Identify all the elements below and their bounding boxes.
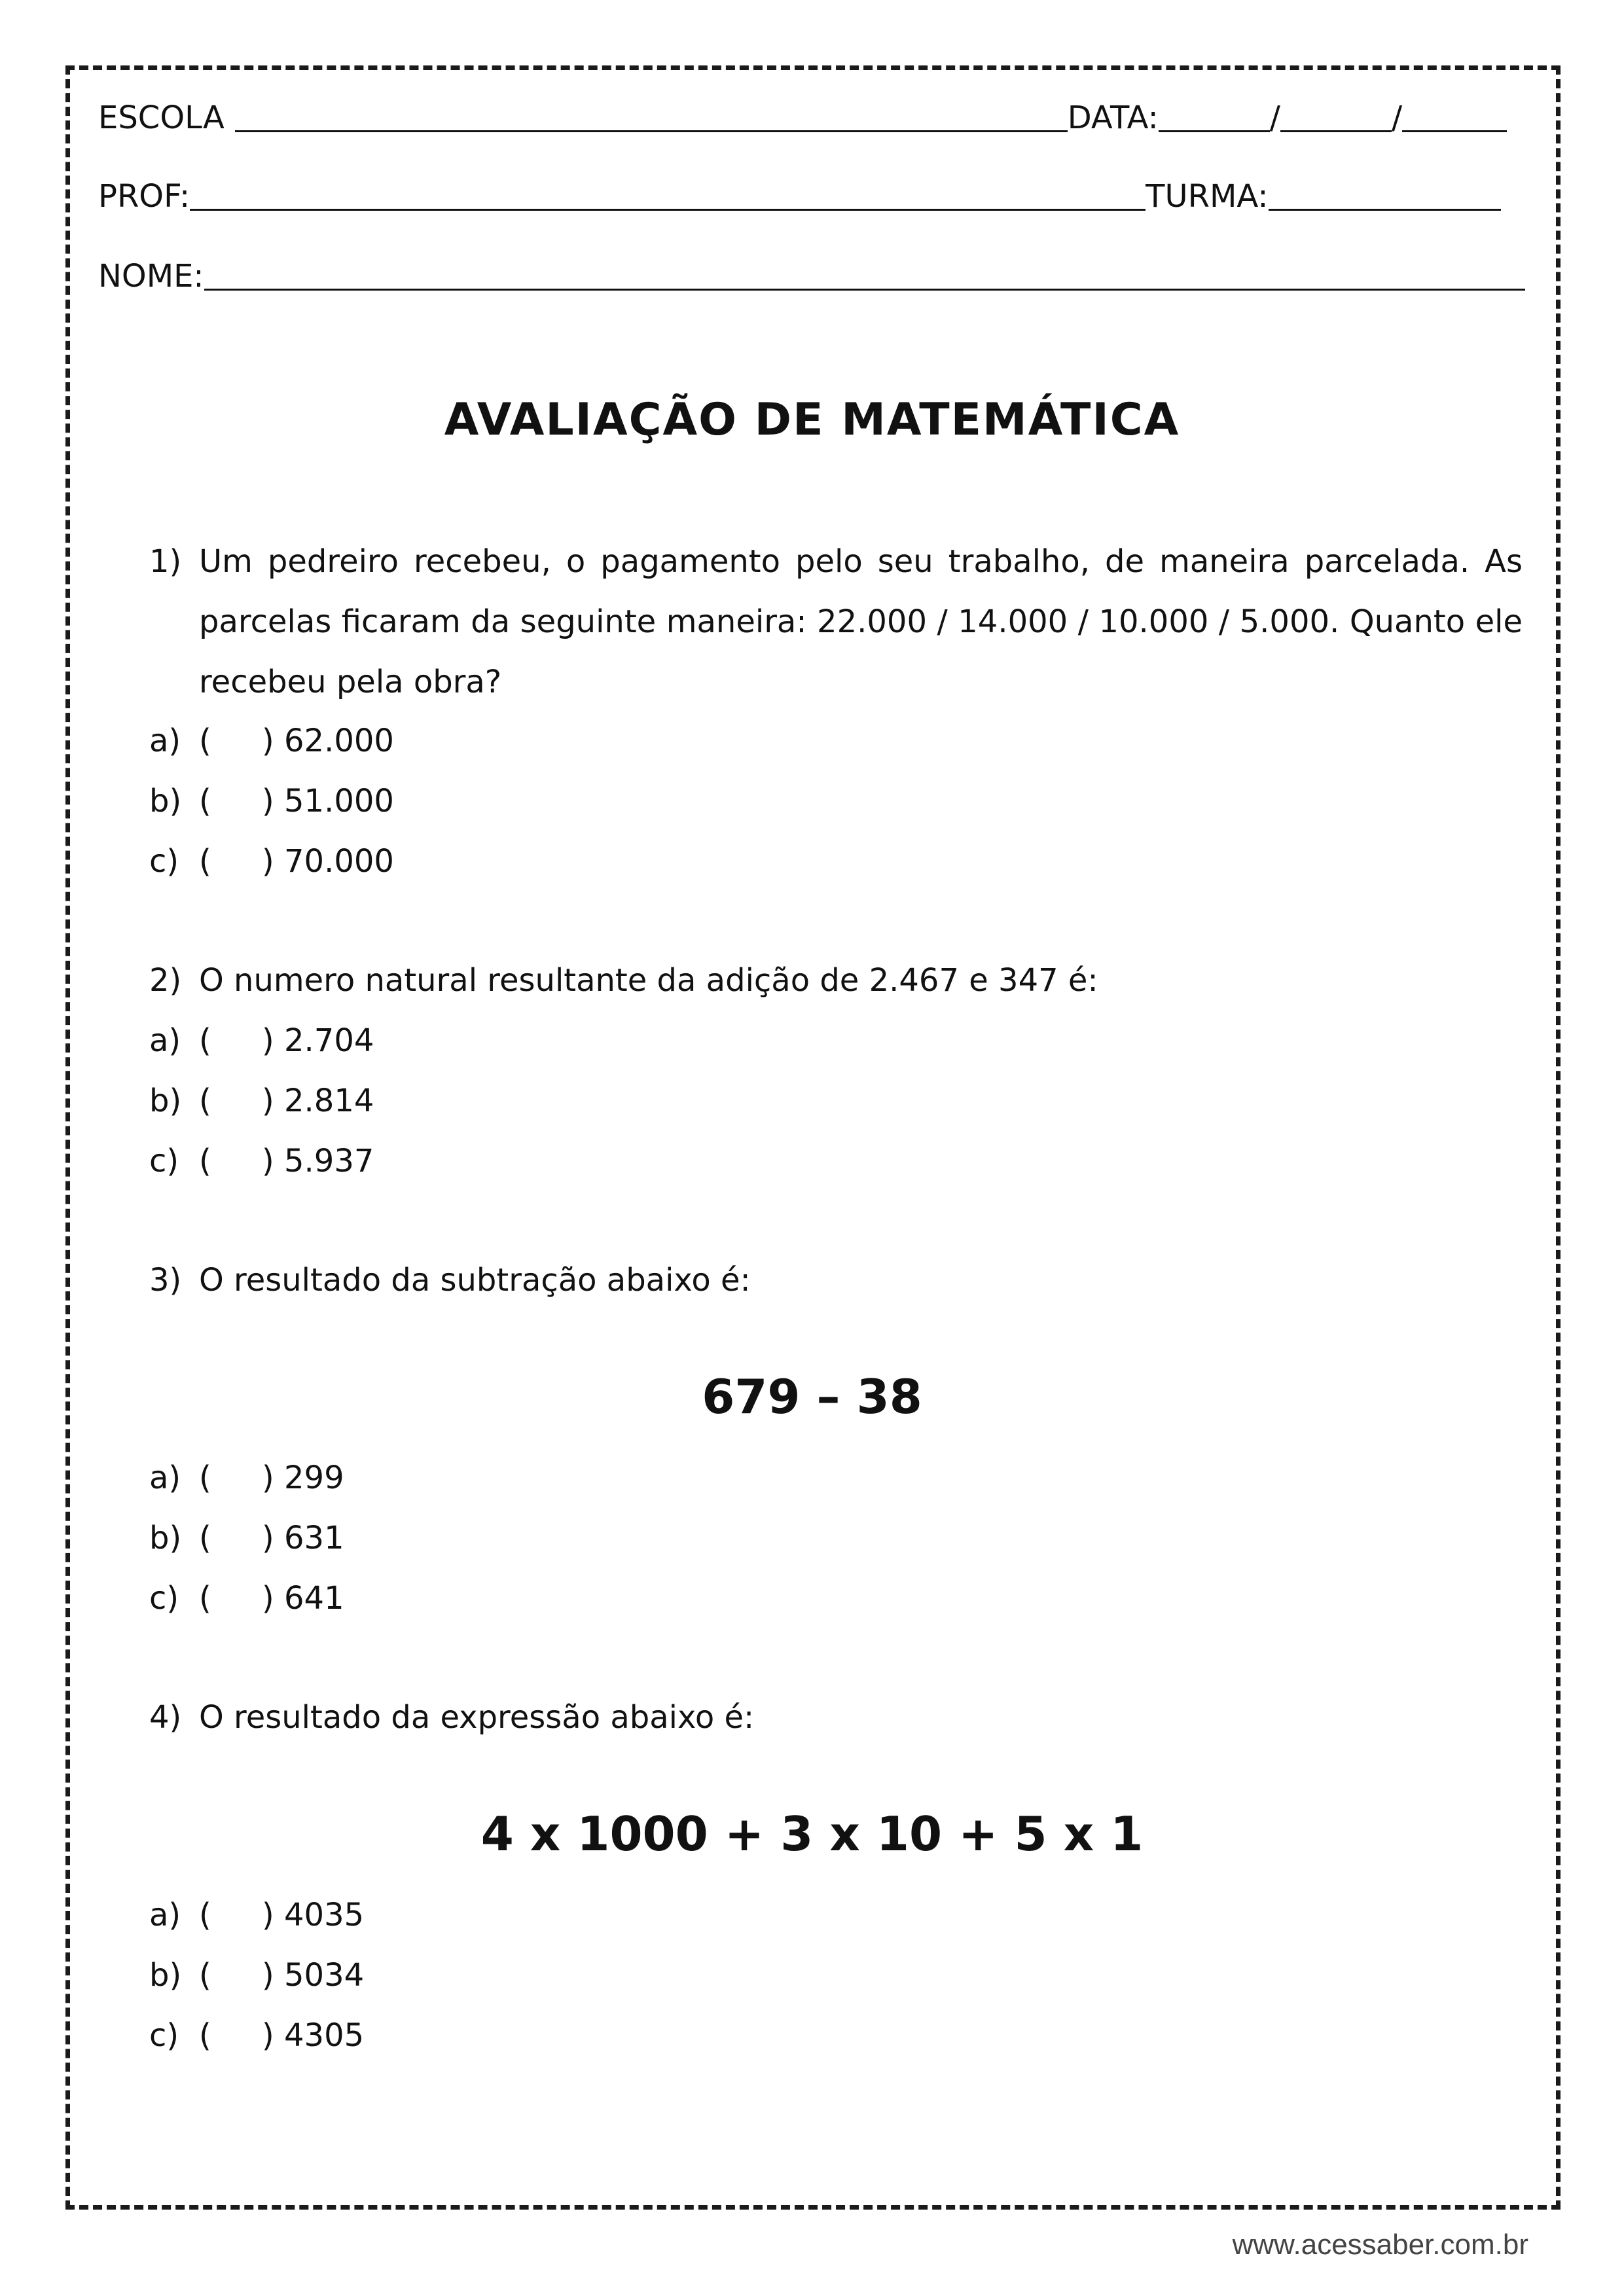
option-row[interactable]	[149, 2005, 364, 2066]
header-line-nome	[98, 257, 1525, 296]
option-value: 5034	[284, 1957, 365, 1994]
option-letter: b)	[149, 1083, 182, 1119]
option-value: 2.814	[284, 1083, 374, 1119]
option-letter: c)	[149, 1143, 179, 1179]
date-separator: /	[1391, 99, 1403, 136]
option-row[interactable]	[149, 771, 394, 831]
date-year-field[interactable]	[1402, 100, 1507, 132]
option-value: 62.000	[284, 723, 394, 759]
option-letter: b)	[149, 1957, 182, 1994]
option-checkbox-open[interactable]: (	[199, 1897, 211, 1933]
question-number: 3)	[149, 1262, 182, 1299]
question-text: O numero natural resultante da adição de 2.467 e 347 é:	[199, 962, 1098, 999]
option-checkbox-open[interactable]: (	[199, 843, 211, 880]
option-checkbox-close: )	[262, 1520, 274, 1556]
option-checkbox-close: )	[262, 1580, 274, 1617]
option-value: 299	[284, 1460, 344, 1496]
question-text: O resultado da subtração abaixo é:	[199, 1262, 751, 1299]
question-text: O resultado da expressão abaixo é:	[199, 1699, 755, 1736]
option-row[interactable]	[149, 1011, 374, 1071]
math-expression: 679 – 38	[702, 1369, 922, 1424]
date-separator: /	[1269, 99, 1280, 136]
option-checkbox-open[interactable]: (	[199, 1460, 211, 1496]
header-line-escola	[98, 98, 1525, 137]
option-checkbox-close: )	[262, 2017, 274, 2054]
option-row[interactable]	[149, 711, 394, 771]
option-checkbox-close: )	[262, 1897, 274, 1933]
option-row[interactable]	[149, 1508, 344, 1568]
option-value: 631	[284, 1520, 344, 1556]
prof-label: PROF:	[98, 178, 190, 215]
option-checkbox-close: )	[262, 1460, 274, 1496]
option-value: 641	[284, 1580, 344, 1617]
option-checkbox-open[interactable]: (	[199, 723, 211, 759]
question-text: Um pedreiro recebeu, o pagamento pelo seu trabalho, de maneira parcelada. As parcelas ficaram da seguinte maneira: 22.000 / 14.000 / 10.000 / 5.000. Quanto ele recebeu pela obra?	[199, 543, 1523, 700]
option-checkbox-open[interactable]: (	[199, 783, 211, 819]
option-letter: c)	[149, 2017, 179, 2054]
prof-field[interactable]	[190, 179, 1146, 211]
question-3	[149, 1250, 1524, 1310]
footer-url[interactable]: www.acessaber.com.br	[1232, 2229, 1528, 2261]
option-row[interactable]	[149, 1131, 374, 1191]
math-expression: 4 x 1000 + 3 x 10 + 5 x 1	[480, 1806, 1144, 1861]
option-checkbox-open[interactable]: (	[199, 1022, 211, 1059]
question-2	[149, 950, 1524, 1011]
option-letter: b)	[149, 1520, 182, 1556]
question-number: 1)	[149, 543, 182, 580]
option-value: 70.000	[284, 843, 394, 880]
option-checkbox-close: )	[262, 843, 274, 880]
option-row[interactable]	[149, 1448, 344, 1508]
option-value: 51.000	[284, 783, 394, 819]
option-letter: a)	[149, 1897, 181, 1933]
option-letter: b)	[149, 783, 182, 819]
option-checkbox-open[interactable]: (	[199, 1143, 211, 1179]
option-checkbox-open[interactable]: (	[199, 2017, 211, 2054]
option-row[interactable]	[149, 1568, 344, 1628]
option-letter: c)	[149, 1580, 179, 1617]
option-checkbox-open[interactable]: (	[199, 1520, 211, 1556]
page-title: AVALIAÇÃO DE MATEMÁTICA	[444, 394, 1180, 446]
question-number: 4)	[149, 1699, 182, 1736]
header-line-prof	[98, 177, 1525, 216]
option-checkbox-close: )	[262, 1143, 274, 1179]
option-letter: a)	[149, 723, 181, 759]
option-letter: c)	[149, 843, 179, 880]
question-number: 2)	[149, 962, 182, 999]
turma-label: TURMA:	[1146, 178, 1269, 215]
escola-field[interactable]	[235, 100, 1068, 132]
option-checkbox-close: )	[262, 1022, 274, 1059]
option-checkbox-open[interactable]: (	[199, 1580, 211, 1617]
nome-label: NOME:	[98, 258, 204, 295]
option-checkbox-close: )	[262, 723, 274, 759]
option-checkbox-open[interactable]: (	[199, 1957, 211, 1994]
option-checkbox-open[interactable]: (	[199, 1083, 211, 1119]
option-letter: a)	[149, 1460, 181, 1496]
option-row[interactable]	[149, 831, 394, 891]
option-checkbox-close: )	[262, 783, 274, 819]
turma-field[interactable]	[1269, 179, 1501, 211]
date-day-field[interactable]	[1159, 100, 1270, 132]
data-label: DATA:	[1067, 99, 1159, 136]
escola-label: ESCOLA	[98, 99, 225, 136]
option-letter: a)	[149, 1022, 181, 1059]
question-4	[149, 1687, 1524, 1748]
nome-field[interactable]	[204, 259, 1525, 291]
option-value: 4035	[284, 1897, 365, 1933]
option-value: 2.704	[284, 1022, 374, 1059]
option-checkbox-close: )	[262, 1083, 274, 1119]
date-month-field[interactable]	[1280, 100, 1392, 132]
option-checkbox-close: )	[262, 1957, 274, 1994]
option-row[interactable]	[149, 1945, 364, 2005]
option-row[interactable]	[149, 1885, 364, 1945]
option-value: 5.937	[284, 1143, 374, 1179]
option-row[interactable]	[149, 1071, 374, 1131]
option-value: 4305	[284, 2017, 365, 2054]
